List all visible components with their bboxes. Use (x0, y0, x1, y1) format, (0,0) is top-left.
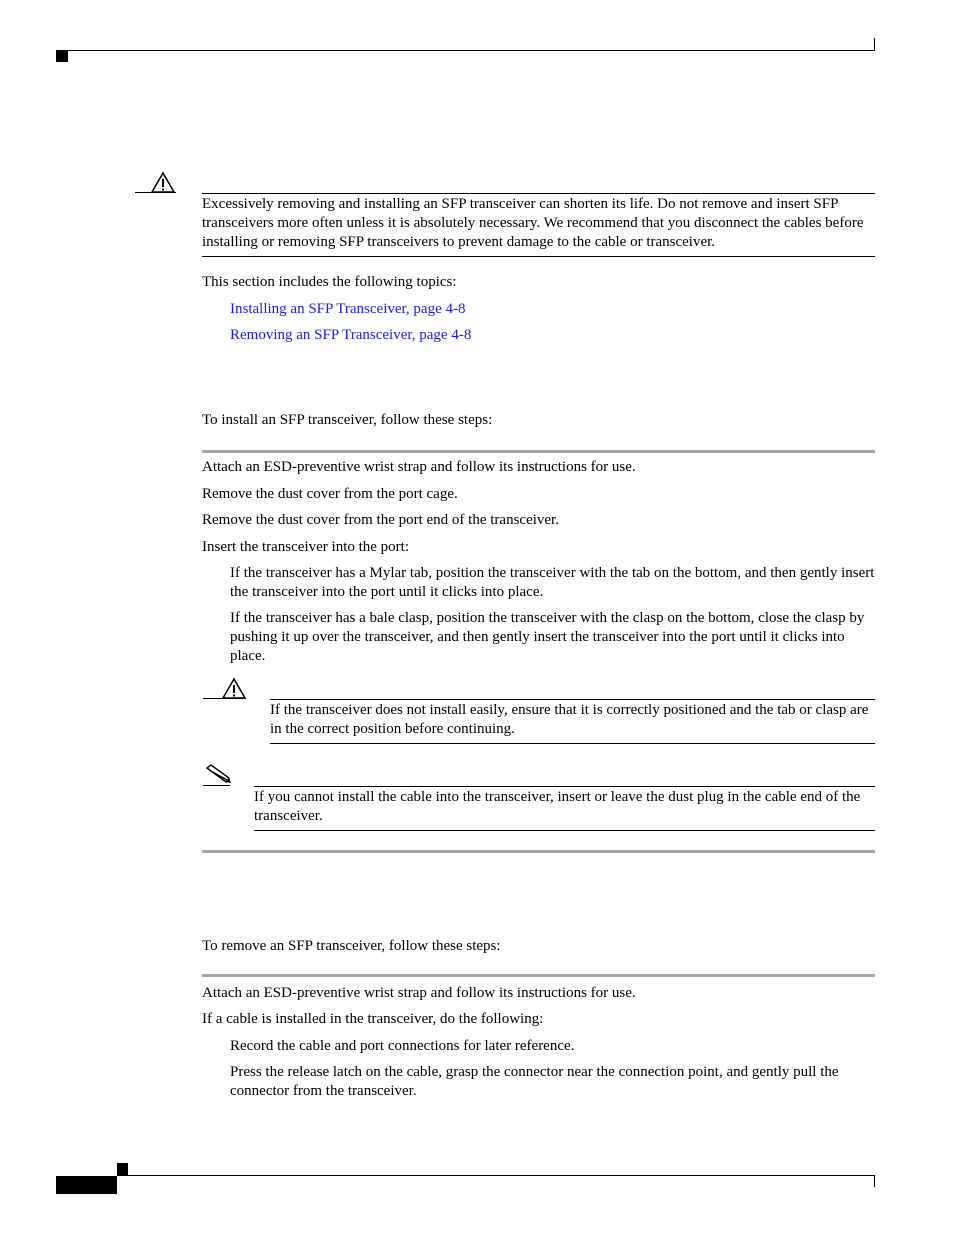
footer-tick (874, 1175, 875, 1187)
caution-top-rule (202, 193, 875, 194)
topic-link-installing[interactable]: Installing an SFP Transceiver, page 4-8 (230, 301, 466, 317)
install-step-2: Remove the dust cover from the port cage. (202, 486, 458, 502)
install-substep-b: If the transceiver has a bale clasp, position the transceiver with the clasp on the bottom, close the clasp by pushing it up over the transceiver, and then gently insert the transceiver into the port until it clicks into place. (230, 610, 865, 664)
install-bottom-rule (202, 850, 875, 853)
install-note-icon-rule (203, 785, 230, 786)
note-pencil-icon (203, 764, 231, 784)
remove-step-1: Attach an ESD-preventive wrist strap and follow its instructions for use. (202, 985, 636, 1001)
remove-top-rule (202, 974, 875, 977)
header-tick (874, 38, 875, 51)
install-step-4: Insert the transceiver into the port: (202, 539, 410, 555)
caution-triangle-icon (150, 171, 176, 194)
install-caution-bottom-rule (270, 743, 875, 744)
remove-step-2: If a cable is installed in the transceiver, do the following: (202, 1011, 544, 1027)
topic-link-removing[interactable]: Removing an SFP Transceiver, page 4-8 (230, 327, 472, 343)
caution-bottom-rule (202, 256, 875, 257)
install-step-1: Attach an ESD-preventive wrist strap and follow its instructions for use. (202, 459, 636, 475)
install-top-rule (202, 450, 875, 453)
header-marker (56, 51, 68, 62)
remove-substep-a: Record the cable and port connections for later reference. (230, 1038, 575, 1054)
install-step-3: Remove the dust cover from the port end of the transceiver. (202, 512, 559, 528)
install-intro: To install an SFP transceiver, follow these steps: (202, 412, 493, 428)
install-caution-icon-rule (203, 698, 246, 699)
caution-text: Excessively removing and installing an SFP transceiver can shorten its life. Do not remove and insert SFP transceivers more often unless it is absolutely necessary. We recommend that you disconnect the cables before installing or removing SFP transceivers to prevent damage to the cable or transceiver. (202, 196, 864, 250)
footer-rule (117, 1175, 875, 1176)
install-caution-top-rule (270, 699, 875, 700)
remove-substep-b: Press the release latch on the cable, grasp the connector near the connection point, and gently pull the connector from the transceiver. (230, 1064, 839, 1099)
caution-icon-rule (135, 192, 176, 193)
caution-triangle-icon (221, 677, 247, 700)
footer-page-block (56, 1176, 117, 1194)
install-caution-text: If the transceiver does not install easily, ensure that it is correctly positioned and the tab or clasp are in the correct position before continuing. (270, 702, 869, 737)
install-substep-a: If the transceiver has a Mylar tab, position the transceiver with the tab on the bottom, and then gently insert the transceiver into the port until it clicks into place. (230, 565, 875, 600)
install-note-bottom-rule (254, 830, 875, 831)
install-note-text: If you cannot install the cable into the transceiver, insert or leave the dust plug in the cable end of the transceiver. (254, 789, 861, 824)
install-note-top-rule (254, 786, 875, 787)
footer-marker (117, 1163, 128, 1175)
header-rule (56, 50, 875, 51)
topics-intro: This section includes the following topics: (202, 274, 457, 290)
remove-intro: To remove an SFP transceiver, follow these steps: (202, 938, 501, 954)
